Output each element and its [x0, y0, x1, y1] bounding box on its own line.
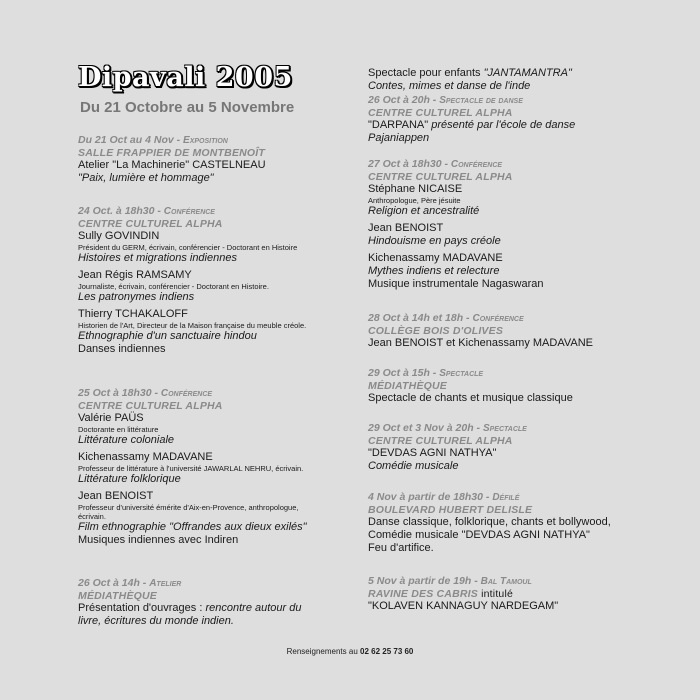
event-venue: CENTRE CULTUREL ALPHA	[368, 171, 513, 183]
event-line: Spectacle de chants et musique classique	[368, 392, 573, 404]
event-venue: RAVINE DES CABRIS intitulé	[368, 588, 514, 600]
talk-title: Ethnographie d'un sanctuaire hindou	[78, 330, 257, 342]
talk-title: Littérature coloniale	[78, 434, 175, 446]
event-line: livre, écritures du monde indien.	[78, 615, 234, 627]
event-date: 28 Oct à 14h et 18h - Conférence	[368, 312, 524, 324]
event-spectacle-enfants	[368, 67, 572, 93]
speaker-desc: Président du GERM, écrivain, conférencier - Doctorant en Histoire	[78, 243, 298, 252]
event-exposition	[78, 134, 266, 185]
event-conference-24	[78, 205, 306, 356]
event-line: Danses indiennes	[78, 343, 166, 355]
speaker-desc: Professeur d'université émérite d'Aix-en-Provence, anthropologue,	[78, 503, 299, 512]
footer-contact: Renseignements au 02 62 25 73 60	[286, 647, 414, 656]
speaker-desc: Journaliste, écrivain, conférencier - Doctorant en Histoire.	[78, 282, 269, 291]
event-spectacle-danse	[368, 94, 575, 145]
poster-title: Dipavali 2005	[78, 62, 293, 93]
event-line: Pajaniappen	[368, 132, 430, 144]
event-date: 26 Oct à 20h - Spectacle de danse	[368, 94, 523, 106]
event-spectacle-devdas	[368, 422, 527, 473]
event-line: "DEVDAS AGNI NATHYA"	[368, 447, 497, 459]
speaker-desc: Doctorante en littérature	[78, 425, 159, 434]
event-date: 26 Oct à 14h - Atelier	[78, 577, 182, 589]
event-defile	[368, 491, 611, 555]
event-venue: MÉDIATHÈQUE	[368, 380, 448, 392]
event-date: 27 Oct à 18h30 - Conférence	[368, 158, 503, 170]
speaker-name: Kichenassamy MADAVANE	[368, 252, 503, 264]
event-line: Musique instrumentale Nagaswaran	[368, 278, 544, 290]
phone-number: 02 62 25 73 60	[360, 647, 414, 656]
event-line: Musiques indiennes avec Indiren	[78, 534, 239, 546]
talk-title: Religion et ancestralité	[368, 205, 480, 217]
event-line: "DARPANA" présenté par l'école de danse	[368, 119, 576, 131]
event-line: "KOLAVEN KANNAGUY NARDEGAM"	[368, 600, 559, 612]
speaker-desc: Historien de l'Art, Directeur de la Maison française du meuble créole.	[78, 321, 307, 330]
speaker-name: Jean BENOIST	[368, 222, 444, 234]
event-date: 29 Oct et 3 Nov à 20h - Spectacle	[368, 422, 527, 434]
talk-title: Littérature folklorique	[78, 473, 181, 485]
talk-title: Les patronymes indiens	[78, 291, 195, 303]
event-line: Contes, mimes et danse de l'inde	[368, 80, 531, 92]
talk-title: Hindouisme en pays créole	[368, 235, 501, 247]
event-line: Feu d'artifice.	[368, 542, 434, 554]
event-line: Présentation d'ouvrages : rencontre autour du	[78, 602, 302, 614]
event-conference-27	[368, 158, 543, 291]
speaker-desc: écrivain.	[78, 512, 106, 521]
talk-title: Mythes indiens et relecture	[368, 265, 500, 277]
speaker-name: Jean BENOIST	[78, 490, 154, 502]
event-atelier	[78, 577, 301, 628]
event-spectacle-29	[368, 367, 573, 405]
speaker-name: Valérie PAÜS	[78, 412, 144, 424]
speaker-desc: Professeur de littérature à l'université JAWARLAL NEHRU, écrivain.	[78, 464, 304, 473]
event-conference-28	[368, 312, 593, 350]
event-date: 25 Oct à 18h30 - Conférence	[78, 387, 213, 399]
event-line: Comédie musicale "DEVDAS AGNI NATHYA"	[368, 529, 590, 541]
speaker-name: Thierry TCHAKALOFF	[78, 308, 188, 320]
event-date: 29 Oct à 15h - Spectacle	[368, 367, 484, 379]
event-bal-tamoul	[368, 575, 558, 613]
event-venue: MÉDIATHÈQUE	[78, 590, 158, 602]
event-venue: BOULEVARD HUBERT DELISLE	[368, 504, 533, 516]
speaker-desc: Anthropologue, Père jésuite	[368, 196, 461, 205]
event-line: Comédie musicale	[368, 460, 459, 472]
event-line: Jean BENOIST et Kichenassamy MADAVANE	[368, 337, 593, 349]
speaker-name: Kichenassamy MADAVANE	[78, 451, 213, 463]
event-venue: CENTRE CULTUREL ALPHA	[78, 218, 223, 230]
event-venue: SALLE FRAPPIER DE MONTBENOÎT	[78, 147, 266, 159]
event-venue: CENTRE CULTUREL ALPHA	[78, 400, 223, 412]
event-conference-25	[78, 387, 307, 547]
event-line: Atelier "La Machinerie" CASTELNEAU	[78, 159, 266, 171]
event-venue: COLLÈGE BOIS D'OLIVES	[368, 325, 504, 337]
speaker-name: Stéphane NICAISE	[368, 183, 463, 195]
speaker-name: Jean Régis RAMSAMY	[78, 269, 192, 281]
event-venue: CENTRE CULTUREL ALPHA	[368, 435, 513, 447]
event-date: 4 Nov à partir de 18h30 - Défilé	[368, 491, 520, 503]
talk-title: Film ethnographie "Offrandes aux dieux exilés"	[78, 521, 307, 533]
speaker-name: Sully GOVINDIN	[78, 230, 160, 242]
event-date: 24 Oct. à 18h30 - Conférence	[78, 205, 215, 217]
event-line: "Paix, lumière et hommage"	[78, 172, 214, 184]
event-venue: CENTRE CULTUREL ALPHA	[368, 107, 513, 119]
event-line: Spectacle pour enfants "JANTAMANTRA"	[368, 67, 572, 79]
event-date: 5 Nov à partir de 19h - Bal Tamoul	[368, 575, 532, 587]
event-line: Danse classique, folklorique, chants et bollywood,	[368, 516, 611, 528]
event-date: Du 21 Oct au 4 Nov - Exposition	[78, 134, 228, 146]
talk-title: Histoires et migrations indiennes	[78, 252, 237, 264]
poster-subtitle: Du 21 Octobre au 5 Novembre	[80, 99, 295, 116]
